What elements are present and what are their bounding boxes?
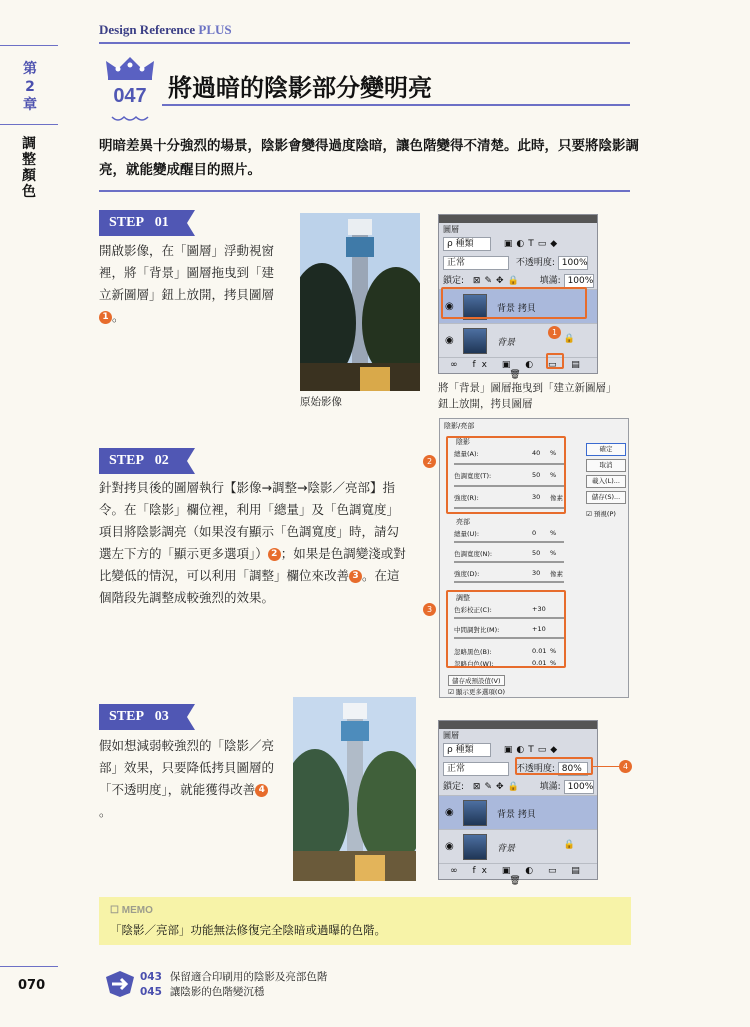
- lock-label: 鎖定:: [443, 782, 465, 792]
- callout-4: 4: [619, 760, 632, 773]
- blend-mode-select[interactable]: 正常: [443, 256, 509, 270]
- chapter-label-top: 第: [23, 61, 37, 77]
- save-default-button[interactable]: 儲存成預設值(V): [448, 675, 505, 686]
- layer-name[interactable]: 背景 拷貝: [497, 810, 536, 820]
- group-highlights: 亮部: [456, 518, 470, 526]
- lock-icon: 🔒: [563, 840, 575, 850]
- step-number: 02: [154, 453, 169, 468]
- step-number: 01: [154, 215, 169, 230]
- callout-3: 3: [423, 603, 436, 616]
- layers-panel-2: [438, 720, 598, 886]
- topic-number: 047: [113, 85, 147, 107]
- step-02-tag: [99, 448, 195, 474]
- brand-name: Design Reference: [99, 22, 196, 37]
- marker-2: 2: [268, 548, 281, 561]
- filter-kind-select[interactable]: ρ 種類: [443, 237, 491, 251]
- callout-4-line: [593, 766, 619, 767]
- layer-name[interactable]: 背景: [497, 844, 516, 854]
- layers-tab[interactable]: 圖層: [443, 225, 459, 234]
- step-02-text: [99, 477, 407, 609]
- layer-thumbnail: [463, 834, 487, 860]
- opacity-label: 不透明度:: [515, 258, 555, 268]
- slider-amount-highlight[interactable]: [454, 541, 564, 543]
- marker-3: 3: [349, 570, 362, 583]
- panel-footer-buttons[interactable]: ∞ fx ▣ ◐ ▭ ▤ 🗑: [439, 357, 597, 373]
- filter-kind-select[interactable]: ρ 種類: [443, 743, 491, 757]
- step-01-tag: [99, 210, 195, 236]
- intro-rule: [99, 190, 630, 192]
- header-rule: [99, 42, 630, 44]
- highlight-new-layer-button: [546, 353, 564, 369]
- fill-label: 填滿:: [539, 276, 561, 286]
- row-amount-highlight: 總量(U): 0 %: [454, 529, 557, 538]
- chapter-number: 2: [25, 79, 35, 95]
- step-01-text-a: 開啟影像，在「圖層」浮動視窗裡，將「背景」圖層拖曳到「建立新圖層」鈕上放開，拷貝圖層: [99, 243, 275, 302]
- margin-rule-mid: [0, 124, 58, 125]
- callout-2: 2: [423, 455, 436, 468]
- step-03-tag: [99, 704, 195, 730]
- row-tone-width-shadow: 色調寬度(T): 50 %: [454, 471, 557, 480]
- step-02-text-a: 針對拷貝後的圖層執行【影像→調整→陰影／亮部】指令。在「陰影」欄位裡，利用「總量」及「色調寬度」項目將陰影調亮（如果沒有顯示「色調寬度」時，請勾選左下方的「顯示更多選項」）: [99, 480, 400, 561]
- memo-label: MEMO: [121, 905, 153, 916]
- panel-titlebar: [439, 721, 597, 729]
- save-button[interactable]: 儲存(S)...: [586, 491, 626, 504]
- panel-footer-buttons[interactable]: ∞ fx ▣ ◐ ▭ ▤ 🗑: [439, 863, 597, 879]
- crown-icon: [100, 55, 160, 81]
- marker-4: 4: [255, 784, 268, 797]
- margin-rule-top: [0, 45, 58, 46]
- original-photo: [300, 213, 420, 391]
- filter-icons[interactable]: ▣◐T▭◆: [503, 239, 562, 249]
- fill-input[interactable]: 100%: [564, 780, 594, 794]
- row-clip-black: 忽略黑色(B): 0.01 %: [454, 647, 557, 656]
- eye-icon[interactable]: ◉: [445, 841, 454, 852]
- cancel-button[interactable]: 取消: [586, 459, 626, 472]
- row-radius-highlight: 強度(D): 30 像素: [454, 569, 563, 578]
- step-02-text-b: ；如果是色調變淺或對比變低的情況，可以利用「調整」欄位來改善: [99, 546, 406, 583]
- row-color-correction: 色彩校正(C): +30: [454, 605, 546, 614]
- highlight-opacity: [515, 757, 593, 775]
- ok-button[interactable]: 確定: [586, 443, 626, 456]
- reference-item[interactable]: 045 讓陰影的色階變沉穩: [140, 986, 265, 998]
- result-photo: [293, 697, 416, 881]
- layer-name[interactable]: 背景: [497, 338, 516, 348]
- step-03-text-b: 。: [99, 804, 112, 819]
- step-03-text: [99, 735, 277, 823]
- original-photo-caption: 原始影像: [300, 396, 342, 408]
- cross-references: [140, 970, 327, 1000]
- layer-thumbnail: [463, 800, 487, 826]
- step-03-text-a: 假如想減弱較強烈的「陰影／亮部」效果，只要降低拷貝圖層的「不透明度」，就能獲得改善: [99, 738, 275, 797]
- footer-rule: [0, 966, 58, 967]
- dialog-title: 陰影/亮部: [444, 422, 475, 430]
- lock-label: 鎖定:: [443, 276, 465, 286]
- chapter-section-title: 調整顏色: [22, 136, 36, 200]
- title-rule: [162, 104, 630, 106]
- memo-heading: ☐ MEMO: [110, 905, 153, 916]
- group-adjustments: 調整: [456, 594, 470, 602]
- row-midtone-contrast: 中間調對比(M): +10: [454, 625, 546, 634]
- fill-label: 填滿:: [539, 782, 561, 792]
- step-label: STEP: [109, 453, 144, 468]
- lock-icons[interactable]: ⊠✎✥🔒: [472, 782, 523, 792]
- fill-input[interactable]: 100%: [564, 274, 594, 288]
- intro-paragraph: 明暗差異十分強烈的場景，陰影會變得過度陰暗，讓色階變得不清楚。此時，只要將陰影調亮，就能變成醒目的照片。: [99, 138, 639, 178]
- filter-icons[interactable]: ▣◐T▭◆: [503, 745, 562, 755]
- lock-icons[interactable]: ⊠✎✥🔒: [472, 276, 523, 286]
- layer-row-copy[interactable]: [439, 795, 597, 829]
- row-radius-shadow: 強度(R): 30 像素: [454, 493, 563, 502]
- cross-reference-icon: [104, 969, 136, 999]
- panel-titlebar: [439, 215, 597, 223]
- page-number: 070: [18, 978, 46, 993]
- opacity-input[interactable]: 100%: [558, 256, 588, 270]
- topic-badge: [100, 55, 160, 127]
- ornament-icon: [110, 115, 150, 123]
- chapter-label-bottom: 章: [23, 97, 37, 113]
- eye-icon[interactable]: ◉: [445, 301, 454, 312]
- preview-checkbox[interactable]: ☑ 預視(P): [586, 510, 616, 518]
- eye-icon[interactable]: ◉: [445, 807, 454, 818]
- layer-row-background[interactable]: [439, 323, 597, 357]
- blend-mode-select[interactable]: 正常: [443, 762, 509, 776]
- highlight-adjust-group: [446, 590, 566, 668]
- row-clip-white: 忽略白色(W): 0.01 %: [454, 659, 557, 668]
- step-label: STEP: [109, 215, 144, 230]
- step-number: 03: [154, 709, 169, 724]
- layer-row-background[interactable]: [439, 829, 597, 863]
- step-01-text-b: 。: [112, 309, 125, 324]
- layer-thumbnail: [463, 328, 487, 354]
- step-label: STEP: [109, 709, 144, 724]
- step-01-text: [99, 240, 277, 328]
- opacity-label: 不透明度:: [515, 764, 555, 774]
- memo-text: 「陰影／亮部」功能無法修復完全陰暗或過曝的色階。: [110, 923, 386, 937]
- opacity-input[interactable]: 80%: [558, 762, 588, 776]
- highlight-copy-layer: [441, 287, 587, 319]
- layers-caption: 將「背景」圖層拖曳到「建立新圖層」鈕上放開，拷貝圖層: [438, 382, 617, 410]
- step-02-text-c: 。在這個階段先調整成較強烈的效果。: [99, 568, 400, 605]
- slider-radius-highlight[interactable]: [454, 581, 564, 583]
- lock-icon: 🔒: [563, 334, 575, 344]
- group-shadows: 陰影: [456, 438, 470, 446]
- chapter-marker: [18, 60, 42, 114]
- slider-tone-width-highlight[interactable]: [454, 561, 564, 563]
- eye-icon[interactable]: ◉: [445, 335, 454, 346]
- layers-tab[interactable]: 圖層: [443, 731, 459, 740]
- running-header: [99, 22, 232, 38]
- page-title: 將過暗的陰影部分變明亮: [168, 74, 432, 102]
- reference-item[interactable]: 043 保留適合印刷用的陰影及亮部色階: [140, 971, 328, 983]
- row-tone-width-highlight: 色調寬度(N): 50 %: [454, 549, 557, 558]
- load-button[interactable]: 載入(L)...: [586, 475, 626, 488]
- callout-1: 1: [548, 326, 561, 339]
- row-amount-shadow: 總量(A): 40 %: [454, 449, 557, 458]
- layer-name[interactable]: 背景 拷貝: [497, 304, 536, 314]
- show-more-checkbox[interactable]: ☑ 顯示更多選項(O): [448, 688, 506, 696]
- brand-plus: PLUS: [198, 22, 232, 37]
- marker-1: 1: [99, 311, 112, 324]
- highlight-shadows-group: [446, 436, 566, 514]
